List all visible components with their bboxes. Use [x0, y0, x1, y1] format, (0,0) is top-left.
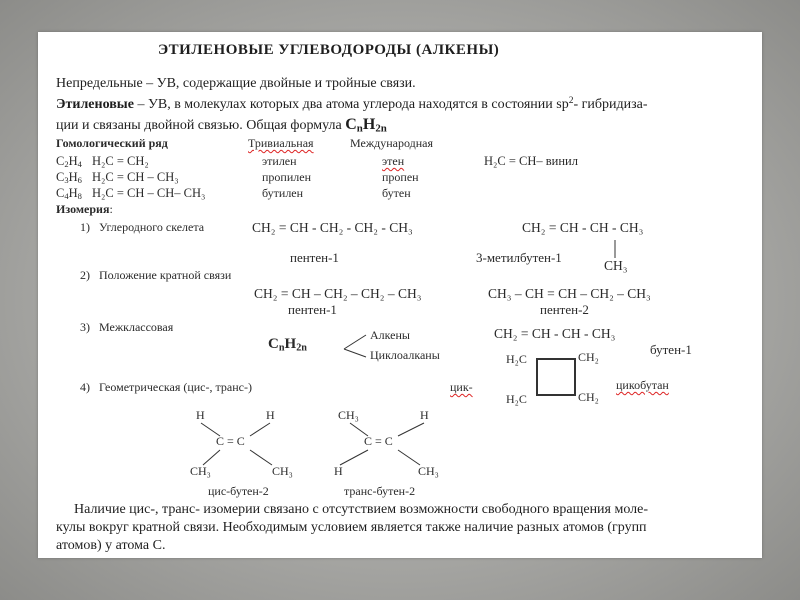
homolog-intl-2: пропен: [382, 170, 419, 184]
interclass-general-formula: $C_nH_{2n}$: [268, 336, 307, 354]
isomery-item-1: 1) Углеродного скелета: [80, 220, 205, 234]
homolog-col-intl: Международная: [350, 136, 434, 150]
intro-line-2-end: - гибридиза-: [573, 96, 648, 112]
skeleton-branch: CH₃: [604, 258, 628, 273]
intro-term: Этиленовые: [56, 96, 134, 112]
skeleton-formula-1: CH₂ = CH - CH₂ - CH₂ - CH₃: [252, 220, 413, 235]
skeleton-formula-2: CH₂ = CH - CH - CH₃: [522, 220, 644, 235]
homolog-struct-2: H₂C = CH – CH₃: [92, 170, 179, 184]
homolog-formula-1: $C_2H_4$: [56, 154, 82, 170]
homolog-col-trivial: Тривиальная: [248, 136, 314, 150]
intro-line-1: Непредельные – УВ, содержащие двойные и тройные связи.: [56, 76, 416, 91]
isomery-item-2: 2) Положение кратной связи: [80, 268, 232, 282]
homolog-struct-3: H₂C = CH – CH– CH₃: [92, 186, 206, 200]
homolog-formula-3: $C_4H_8$: [56, 186, 82, 202]
cis-h-right: H: [266, 408, 275, 422]
isomery-item-3: 3) Межклассовая: [80, 320, 174, 334]
homolog-header: Гомологический ряд: [56, 136, 168, 150]
cyclobutane-h2c-top: H₂C: [506, 352, 527, 366]
general-formula: $C_nH_{2n}$: [345, 116, 387, 135]
cyclobutane-ch2-top: CH₂: [578, 350, 599, 364]
cyclobutane-name: цикобутан: [616, 378, 669, 392]
cis-h-left: H: [196, 408, 205, 422]
conclusion-line-1: Наличие цис-, транс- изомерии связано с отсутствием возможности свободного вращения моле-: [74, 502, 649, 517]
homolog-intl-3: бутен: [382, 186, 411, 200]
trans-ch3-bottom: CH₃: [418, 464, 439, 478]
skeleton-name-2: 3-метилбутен-1: [476, 250, 562, 265]
conclusion-line-3: атомов) у атома С.: [56, 538, 166, 553]
cis-name: цис-бутен-2: [208, 484, 269, 498]
trans-h-top: H: [420, 408, 429, 422]
cis-prefix: цик-: [450, 380, 473, 394]
interclass-butene-formula: CH₂ = CH - CH - CH₃: [494, 326, 616, 341]
page-title: ЭТИЛЕНОВЫЕ УГЛЕВОДОРОДЫ (АЛКЕНЫ): [158, 42, 500, 58]
homolog-formula-2: $C_3H_6$: [56, 170, 82, 186]
trans-double-bond: C = C: [364, 434, 393, 448]
position-formula-1: CH₂ = CH – CH₂ – CH₂ – CH₃: [254, 286, 422, 301]
vinyl-formula: H₂C = CH– винил: [484, 154, 578, 168]
homolog-trivial-2: пропилен: [262, 170, 312, 184]
homolog-intl-1: этен: [382, 154, 405, 168]
interclass-alkenes: Алкены: [370, 328, 410, 342]
trans-ch3-top: CH₃: [338, 408, 359, 422]
intro-line-2: [56, 96, 648, 113]
intro-line-3: [56, 116, 387, 135]
position-name-2: пентен-2: [540, 302, 589, 317]
interclass-cycloalkanes: Циклоалканы: [370, 348, 440, 362]
intro-line-2-text: – УВ, в молекулах которых два атома углерода находятся в состоянии sp: [133, 96, 569, 112]
skeleton-name-1: пентен-1: [290, 250, 339, 265]
cis-ch3-left: CH₃: [190, 464, 211, 478]
trans-h-bottom: H: [334, 464, 343, 478]
homolog-struct-1: H₂C = CH₂: [92, 154, 149, 168]
position-name-1: пентен-1: [288, 302, 337, 317]
cyclobutane-h2c-bottom: H₂C: [506, 392, 527, 406]
homolog-trivial-3: бутилен: [262, 186, 304, 200]
position-formula-2: CH₃ – CH = CH – CH₂ – CH₃: [488, 286, 651, 301]
cis-ch3-right: CH₃: [272, 464, 293, 478]
trans-name: транс-бутен-2: [344, 484, 416, 498]
cyclobutane-ch2-bottom: CH₂: [578, 390, 599, 404]
intro-line-3-text: ции и связаны двойной связью. Общая формула: [56, 118, 346, 133]
interclass-butene-name: бутен-1: [650, 342, 692, 357]
intro-sup: 2: [568, 96, 574, 106]
isomery-header: Изомерия:: [56, 202, 113, 216]
homolog-trivial-1: этилен: [262, 154, 297, 168]
conclusion-line-2: кулы вокруг кратной связи. Необходимым условием является также наличие разных атомов (групп: [56, 520, 647, 535]
cis-double-bond: C = C: [216, 434, 245, 448]
isomery-item-4: 4) Геометрическая (цис-, транс-): [80, 380, 252, 394]
